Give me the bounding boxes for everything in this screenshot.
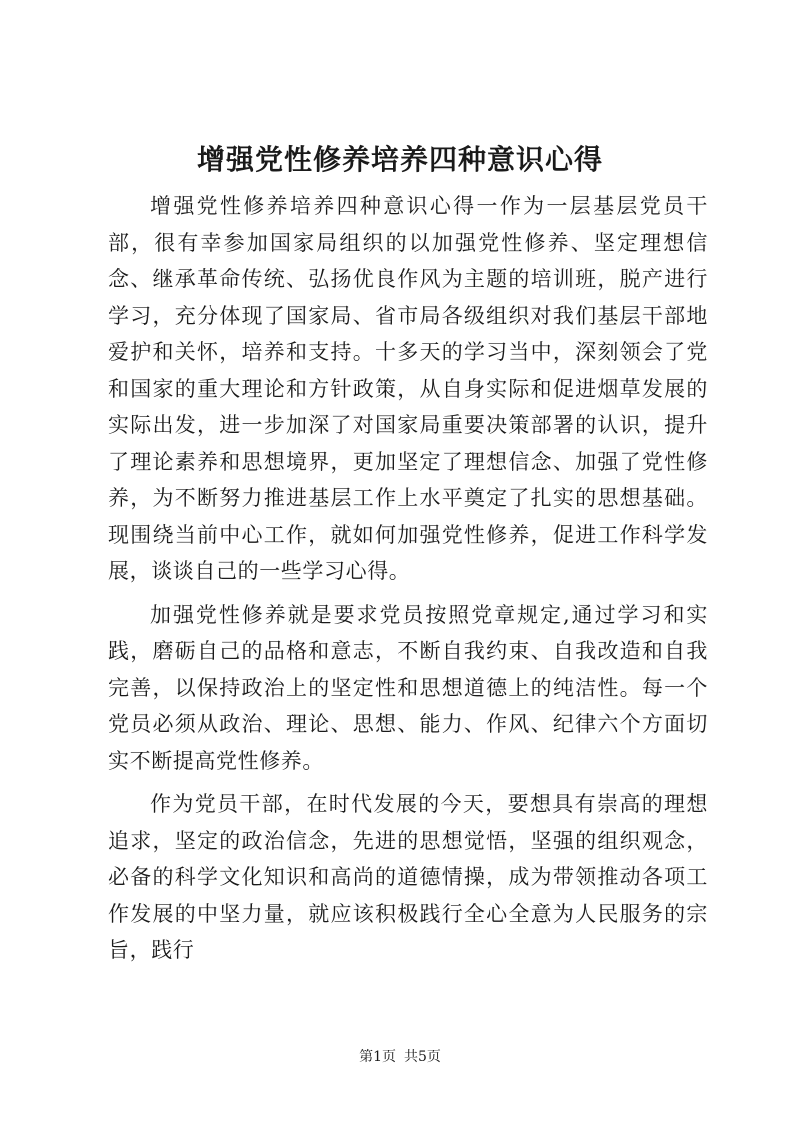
- document-body: [108, 188, 708, 976]
- paragraph-3: 作为党员干部，在时代发展的今天，要想具有崇高的理想追求，坚定的政治信念，先进的思想觉悟，坚强的组织观念，必备的科学文化知识和高尚的道德情操，成为带领推动各项工作发展的中坚力量，就应该积极践行全心全意为人民服务的宗旨，践行: [108, 792, 708, 962]
- document-title: 增强党性修养培养四种意识心得: [196, 143, 603, 176]
- paragraph-1: 增强党性修养培养四种意识心得一作为一层基层党员干部，很有幸参加国家局组织的以加强党性修养、坚定理想信念、继承革命传统、弘扬优良作风为主题的培训班，脱产进行学习，充分体现了国家局、省市局各级组织对我们基层干部地爱护和关怀，培养和支持。十多天的学习当中，深刻领会了党和国家的重大理论和方针政策，从自身实际和促进烟草发展的实际出发，进一步加深了对国家局重要决策部署的认识，提升了理论素养和思想境界，更加坚定了理想信念、加强了党性修养，为不断努力推进基层工作上水平奠定了扎实的思想基础。现围绕当前中心工作，就如何加强党性修养，促进工作科学发展，谈谈自己的一些学习心得。: [108, 194, 708, 583]
- paragraph-2: 加强党性修养就是要求党员按照党章规定,通过学习和实践，磨砺自己的品格和意志，不断自我约束、自我改造和自我完善，以保持政治上的坚定性和思想道德上的纯洁性。每一个党员必须从政治、理论、思想、能力、作风、纪律六个方面切实不断提高党性修养。: [108, 602, 708, 773]
- page-total: 共5页: [404, 1049, 441, 1065]
- page-number: 第1页: [359, 1049, 396, 1065]
- page-footer: [0, 1047, 800, 1067]
